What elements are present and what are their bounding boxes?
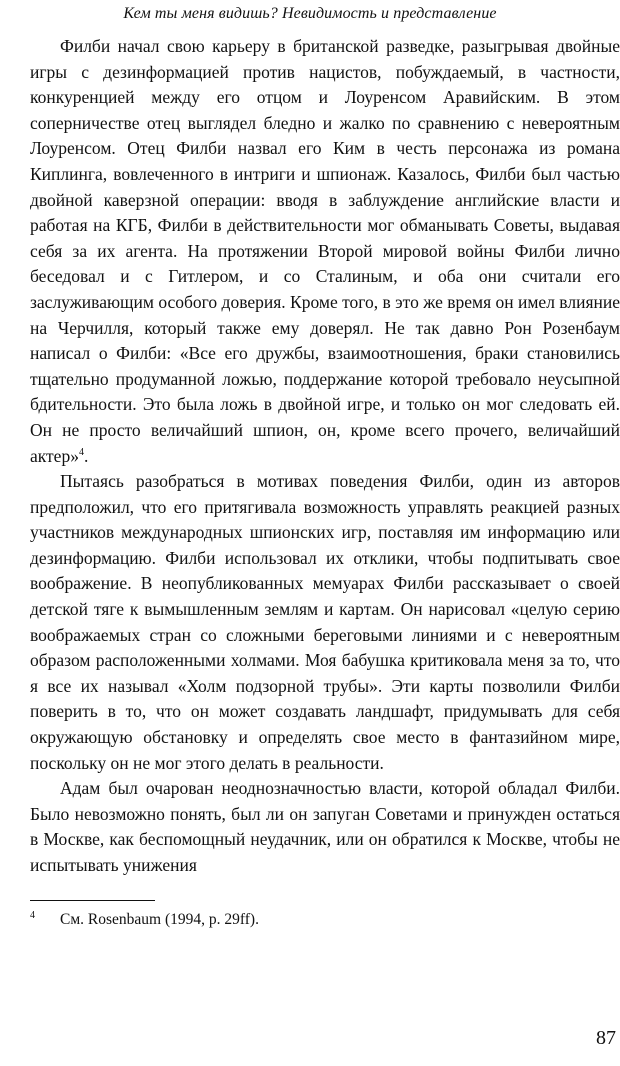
footnote: 4 См. Rosenbaum (1994, p. 29ff). <box>30 909 259 928</box>
body-text <box>30 34 620 879</box>
paragraph-3: Адам был очарован неоднозначностью власти, которой обладал Филби. Было невозможно понять, был ли он запуган Советами и принужден остаться в Москве, как беспомощный неудачник, или он обратился к Москве, чтобы не испытывать унижения <box>30 778 620 875</box>
paragraph-2: Пытаясь разобраться в мотивах поведения Филби, один из авторов предположил, что его притягивала возможность управлять реакцией разных участников международных шпионских игр, поставляя им информацию или дезинформацию. Филби использовал их отклики, чтобы подпитывать свое воображение. В неопубликованных мемуарах Филби рассказывает о своей детской тяге к вымышленным землям и картам. Он нарисовал «целую серию воображаемых стран со сложными береговыми линиями и с невероятным образом расположенными холмами. Моя бабушка критиковала меня за то, что я все их называл «Холм подзорной трубы». Эти карты позволили Филби поверить в то, что он может создавать ландшафт, придумывать для себя окружающую обстановку и определять свое место в фантазийном мире, поскольку он не мог этого делать в реальности. <box>30 471 620 773</box>
paragraph-1 <box>30 34 620 469</box>
paragraph-1-text: Филби начал свою карьеру в британской разведке, разыгрывая двойные игры с дезинформацией против нацистов, побуждаемый, в частности, конкуренцией между его отцом и Лоуренсом Аравийским. В этом соперничестве отец выглядел бледно и жалко по сравнению с невероятным Лоуренсом. Отец Филби назвал его Ким в честь персонажа из романа Киплинга, вовлеченного в интриги и шпионаж. Казалось, Филби был частью двойной каверзной операции: вводя в заблуждение английские власти и работая на КГБ, Филби в действительности мог обманывать Советы, выдавая себя за их агента. На протяжении Второй мировой войны Филби лично беседовал и с Гитлером, и со Сталиным, и оба они считали его заслуживающим особого доверия. Кроме того, в это же время он имел влияние на Черчилля, который также ему доверял. Не так давно Рон Розенбаум написал о Филби: «Все его дружбы, взаимоотношения, браки становились тщательно продуманной ложью, поддержание которой требовало неусыпной бдительности. Это была ложь в двойной игре, и только он мог следовать ей. Он не просто величайший шпион, он, кроме всего прочего, величайший актер» <box>30 36 620 466</box>
paragraph-1-tail: . <box>83 445 89 466</box>
page-number: 87 <box>596 1027 616 1049</box>
footnote-text: См. Rosenbaum (1994, p. 29ff). <box>60 911 259 928</box>
footnote-separator <box>30 900 155 901</box>
running-head: Кем ты меня видишь? Невидимость и представление <box>123 5 497 22</box>
footnote-reference: 4 <box>78 446 84 458</box>
